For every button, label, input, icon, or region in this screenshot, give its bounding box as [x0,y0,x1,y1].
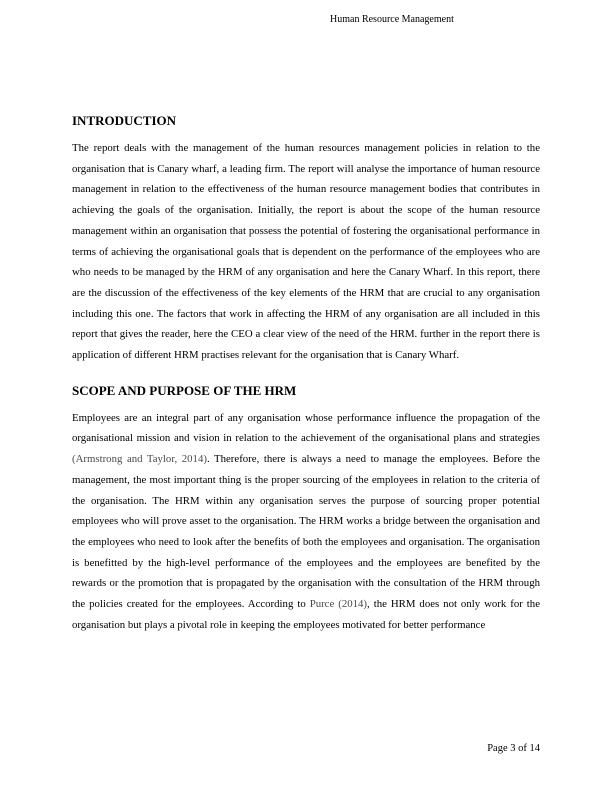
running-header: Human Resource Management [330,14,454,25]
scope-text-part2: . Therefore, there is always a need to manage the employees. Before the management, the most important thing is the proper sourcing of the employees in relation to the criteria of the organisation. The HRM within any organisation serves the purpose of sourcing proper potential employees who will prove asset to the organisation. The HRM works a bridge between the organisation and the employees who need to look after the benefits of both the employees and organisation. The organisation is benefitted by the high-level performance of the employees and the employees are benefited by the rewards or the promotion that is propagated by the organisation with the consultation of the HRM through the policies created for the employees. According to [72,453,540,611]
document-body [72,110,540,635]
introduction-heading: INTRODUCTION [72,113,177,128]
scope-paragraph [72,408,540,636]
citation-purce: Purce (2014) [309,598,368,611]
scope-text-part1: Employees are an integral part of any organisation whose performance influence the propagation of the organisational mission and vision in relation to the achievement of the organisational plans and strategies [72,411,540,445]
citation-armstrong-taylor: (Armstrong and Taylor, 2014) [72,453,207,466]
scope-heading: SCOPE AND PURPOSE OF THE HRM [72,382,297,398]
introduction-paragraph: The report deals with the management of the human resources management policies in relation to the organisation that is Canary wharf, a leading firm. The report will analyse the importance of human resource management in relation to the effectiveness of the human resource management bodies that contributes in achieving the goals of the organisation. Initially, the report is about the scope of the human resource management within an organisation that possess the potential of fostering the organisational performance in terms of achieving the organisational goals that is dependent on the performance of the employees who are who needs to be managed by the HRM of any organisation and here the Canary Wharf. In this report, there are the discussion of the effectiveness of the key elements of the HRM that are crucial to any organisation including this one. The factors that work in affecting the HRM of any organisation are all included in this report that gives the reader, here the CEO a clear view of the need of the HRM. further in the report there is application of different HRM practises relevant for the organisation that is Canary Wharf. [72,142,540,362]
page-number: Page 3 of 14 [487,743,540,754]
scope-text-part3: , the HRM does not only work for the organisation but plays a pivotal role in keeping the employees motivated for better performance [72,598,540,631]
